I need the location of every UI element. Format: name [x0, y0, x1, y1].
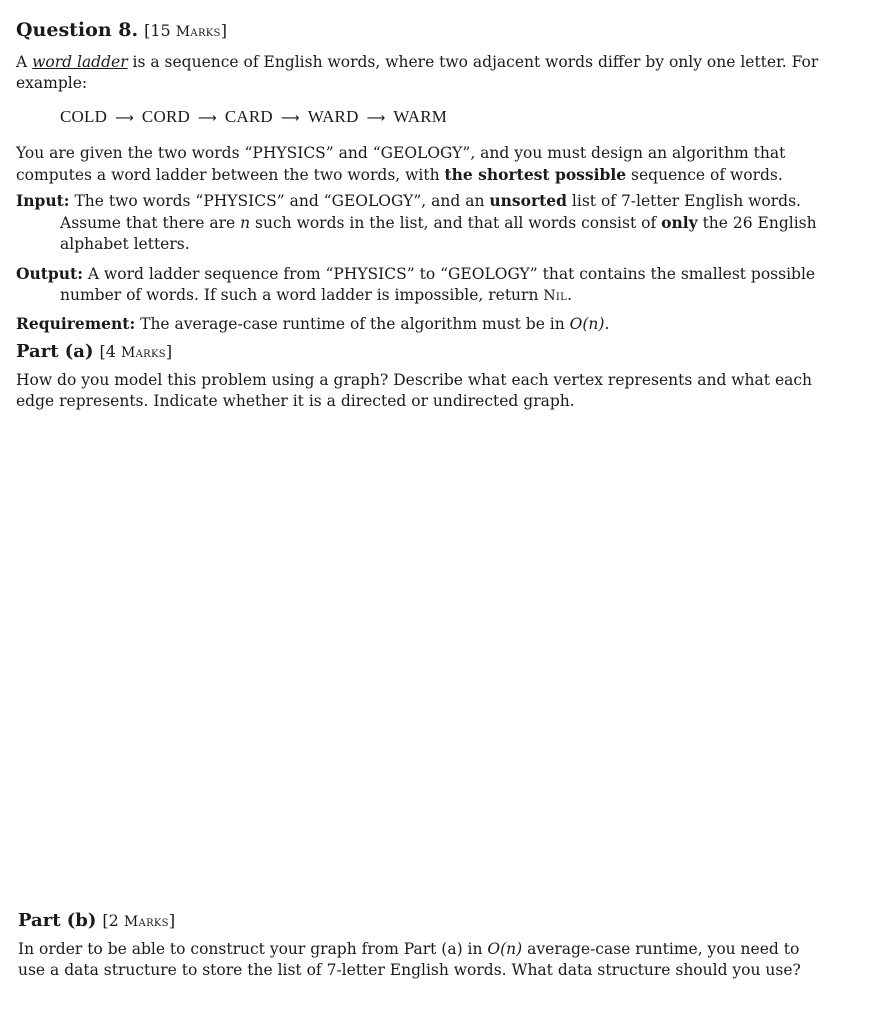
part-b-section [18, 910, 830, 981]
ladder-word: COLD [60, 107, 108, 126]
ladder-word: WARD [307, 107, 359, 126]
exam-page [16, 18, 828, 412]
requirement-spec: Requirement: The average-case runtime of the algorithm must be in O(n). [16, 314, 610, 333]
output-label: Output: [16, 264, 83, 283]
question-heading [16, 18, 828, 44]
intro-paragraph: A word ladder is a sequence of English words, where two adjacent words differ by only one letter. For example: [16, 53, 819, 92]
part-b-question: In order to be able to construct your graph from Part (a) in O(n) average-case runtime, you need to use a data structure to store the list of 7-letter English words. What data structure should you use? [18, 940, 801, 979]
given-paragraph: You are given the two words “PHYSICS” and “GEOLOGY”, and you must design an algorithm that computes a word ladder between the two words, with the shortest possible sequence of words. [16, 144, 786, 184]
question-title: Question 8. [16, 19, 139, 41]
part-a-marks: [4 Marks] [99, 342, 173, 361]
ladder-word: WARM [393, 107, 448, 126]
arrow-icon: ⟶ [197, 111, 217, 126]
part-b-marks: [2 Marks] [102, 911, 176, 930]
arrow-icon: ⟶ [280, 111, 300, 126]
ladder-word: CORD [141, 107, 190, 126]
ladder-word: CARD [224, 107, 273, 126]
requirement-label: Requirement: [16, 314, 136, 333]
arrow-icon: ⟶ [366, 111, 386, 126]
part-a-heading: Part (a) [4 Marks] [16, 341, 173, 362]
input-label: Input: [16, 191, 70, 210]
question-marks: [15 Marks] [144, 21, 227, 40]
word-ladder-term: word ladder [32, 53, 128, 71]
ladder-example [60, 106, 828, 129]
part-a-question: How do you model this problem using a graph? Describe what each vertex represents and what each edge represents. Indicate whether it is a directed or undirected graph. [16, 371, 813, 410]
arrow-icon: ⟶ [115, 111, 134, 126]
part-b-heading: Part (b) [2 Marks] [18, 910, 176, 931]
input-spec: Input: The two words “PHYSICS” and “GEOLOGY”, and an unsorted list of 7-letter English words. Assume that there are n such words in the list, and that all words consist of only the 26 English alphabet letters. [16, 191, 817, 253]
output-spec: Output: A word ladder sequence from “PHYSICS” to “GEOLOGY” that contains the smallest possible number of words. If such a word ladder is impossible, return Nil. [16, 264, 816, 304]
